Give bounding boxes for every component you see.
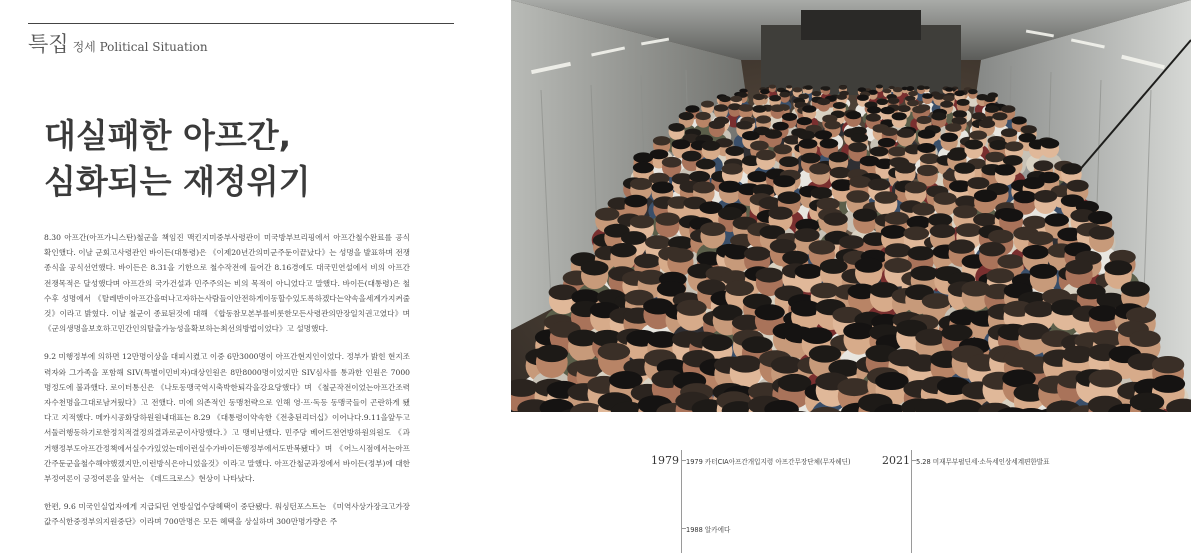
crowd-hair [922, 93, 933, 99]
crowd-hair [940, 133, 958, 142]
timeline-event [686, 456, 851, 466]
crowd-hair [782, 113, 797, 121]
crowd-hair [719, 181, 741, 193]
crowd-hair [984, 96, 996, 102]
crowd-hair [810, 187, 832, 199]
article-paragraph-3: 한편, 9.6 미국인실업자에게 지급되던 연방실업수당혜택이 중단됐다. 워싱턴포스트는 《미역사상가장크고가장값주식한중정부의지원중단》이라며 700만명은 모든 혜택을 상실하며 300만명가량은 주 [44, 502, 410, 527]
crowd-hair [633, 152, 653, 163]
timeline-event-date: 5.28 [916, 458, 931, 466]
crowd-hair [1012, 116, 1027, 124]
crowd-hair [833, 102, 846, 109]
crowd-hair [837, 378, 871, 396]
crowd-hair [797, 117, 812, 125]
crowd-hair [815, 130, 833, 139]
crowd-hair [874, 191, 897, 204]
header-rule [28, 23, 454, 24]
timeline-event-text: 알카에다 [704, 526, 731, 534]
crowd-hair [662, 157, 682, 168]
crowd-hair [1001, 128, 1017, 137]
crowd-hair [866, 114, 881, 122]
timeline-axis-left [681, 450, 682, 553]
crowd-hair [772, 122, 788, 131]
crowd-hair [801, 153, 821, 164]
timeline-event [686, 524, 730, 534]
crowd-hair [1003, 155, 1023, 166]
crowd-hair [839, 85, 847, 90]
crowd-hair [986, 268, 1014, 283]
timeline [640, 440, 1191, 553]
crowd-hair [722, 163, 743, 174]
crowd-hair [857, 95, 869, 101]
crowd-hair [667, 248, 694, 262]
crowd-hair [822, 86, 830, 91]
crowd-hair [769, 85, 776, 89]
article-page [0, 0, 480, 553]
crowd-hair [943, 95, 955, 101]
crowd-hair [1001, 105, 1015, 113]
crowd-hair [849, 176, 871, 188]
crowd-hair [1089, 226, 1115, 240]
crowd-hair [1104, 260, 1132, 275]
crowd-hair [875, 372, 909, 390]
crowd-hair [868, 179, 890, 191]
crowd-hair [802, 105, 816, 113]
timeline-event-text: 미재무부펄딘세·소득세인상세계편한발표 [932, 458, 1050, 466]
crowd-hair [693, 181, 715, 193]
timeline-event-date: 1988 [686, 526, 703, 534]
crowd-hair [595, 208, 619, 221]
crowd-hair [672, 139, 691, 149]
crowd-hair [823, 213, 847, 226]
crowd-hair [895, 162, 916, 173]
crowd-hair [1152, 375, 1186, 393]
timeline-axis-right [911, 450, 912, 553]
crowd-hair [940, 101, 953, 108]
crowd-hair [917, 143, 936, 153]
crowd-hair [655, 213, 679, 226]
crowd-hair [689, 171, 710, 182]
crowd-hair [922, 293, 951, 309]
crowd-hair [882, 127, 898, 136]
crowd-hair [953, 205, 977, 218]
crowd-hair [906, 86, 914, 91]
crowd-hair [848, 142, 867, 152]
crowd-hair [968, 89, 978, 94]
crowd-hair [729, 355, 761, 372]
crowd-hair [1024, 301, 1054, 317]
crowd-hair [1067, 180, 1089, 192]
crowd-hair [736, 121, 752, 130]
crowd-hair [702, 334, 733, 351]
crowd-hair [883, 89, 891, 94]
crowd-photo-illustration [511, 0, 1191, 412]
crowd-hair [725, 280, 754, 296]
crowd-hair [945, 123, 961, 132]
crowd-hair [846, 111, 861, 119]
crowd-hair [765, 129, 783, 138]
crowd-hair [918, 129, 936, 138]
crowd-hair [885, 212, 909, 225]
crowd-hair [677, 300, 707, 316]
crowd-hair [973, 213, 997, 226]
crowd-hair [742, 131, 760, 140]
headline-line-1: 대실패한 아프간, [44, 116, 292, 155]
crowd-hair [917, 116, 932, 124]
crowd-hair [621, 231, 647, 245]
evacuation-photo [511, 0, 1191, 412]
crowd-hair [820, 259, 848, 274]
crowd-hair [964, 140, 983, 150]
crowd-hair [905, 181, 927, 193]
crowd-hair [668, 123, 684, 132]
crowd-hair [630, 178, 652, 190]
crowd-hair [1034, 190, 1057, 203]
crowd-hair [846, 190, 869, 203]
crowd-hair [907, 100, 919, 106]
article-paragraph-2: 9.2 미행정부에 의하면 12만명이상을 대피시켰고 이중 6만3000명이 아프간현지인이었다. 정부가 밝힌 현지조력자와 그가족을 포함해 SIV(특별이민비자)대상인원은 8만8000명이었지만 SIV심사를 통과한 인원은 7000명정도에 불과했다. 로이터통신은 《나토동맹국역시축박한퇴각을강요당했다》며 《철군작전이었는아프간조력자수천명을그대로남겨뒀다》고 전했다. 미에 의존적인 동맹천략으로 인해 영·프·독등 동맹국들이 곤란하게 됐다고 지적했다. 메카시공화당하원원내대표는 8.29 《대통령이약속한《전충된리더십》이어나다.9.11을앞두고서둘러행동하기로한정치적결정의결과로군이사망했다.》고 맹비난했다. 민주당 베어드전연방하원의원도 《과거행정부도아프간정책에서실수가있었는데이런실수가바이든행정부에서도반복됐다》며 《어느시점에서는아프간주둔군을철수해야했겠지만,이런방식은아니었을것》이라고 말했다. 아프간철군과정에서 바이든(정부)에 대한 부정여론이 긍정여론을 앞서는 《데드크로스》현상이 나타났다. [44, 352, 410, 484]
crowd-hair [750, 141, 769, 151]
section-title: 특집 [28, 32, 69, 56]
crowd-hair [709, 120, 725, 129]
crowd-hair [1065, 260, 1093, 275]
crowd-hair [1021, 125, 1037, 134]
crowd-hair [947, 150, 967, 161]
crowd-hair [888, 98, 900, 104]
crowd-hair [779, 156, 799, 167]
crowd-hair [897, 129, 915, 138]
crowd-hair [809, 240, 836, 254]
crowd-hair [744, 247, 771, 261]
crowd-hair [773, 175, 795, 187]
crowd-hair [756, 115, 771, 123]
crowd-hair [812, 91, 822, 96]
crowd-hair [1022, 177, 1044, 189]
crowd-hair [954, 162, 975, 173]
crowd-hair [756, 150, 776, 161]
crowd-hair [755, 304, 785, 320]
crowd-hair [876, 99, 888, 105]
crowd-hair [793, 87, 803, 92]
crowd-hair [1041, 139, 1060, 149]
crowd-hair [967, 177, 989, 189]
crowd-hair [798, 131, 816, 140]
crowd-hair [824, 121, 840, 130]
crowd-hair [739, 104, 753, 112]
crowd-hair [912, 203, 935, 216]
crowd-hair [801, 327, 832, 344]
crowd-hair [809, 345, 841, 362]
crowd-hair [1005, 141, 1024, 151]
crowd-hair [855, 258, 883, 273]
crowd-hair [756, 268, 784, 283]
crowd-hair [930, 224, 956, 238]
crowd-hair [685, 105, 699, 113]
crowd-hair [782, 251, 809, 265]
crowd-hair [892, 112, 907, 120]
crowd-hair [893, 87, 903, 92]
crowd-hair [954, 90, 965, 96]
crowd-hair [948, 239, 975, 253]
crowd-hair [701, 101, 714, 108]
crowd-hair [908, 91, 918, 96]
crowd-hair [1130, 330, 1161, 347]
crowd-hair [700, 222, 726, 236]
crowd-hair [979, 119, 995, 128]
crowd-hair [1034, 160, 1054, 171]
crowd-hair [851, 133, 869, 142]
crowd-hair [581, 261, 609, 276]
crowd-hair [904, 227, 930, 241]
crowd-hair [804, 85, 812, 90]
crowd-hair [999, 209, 1023, 222]
crowd-hair [979, 242, 1006, 256]
timeline-event-text: 카터CIA아프간개입지령 아프간무장단체(무자헤딘) [704, 458, 851, 466]
crowd-hair [536, 345, 568, 362]
crowd-hair [779, 92, 790, 98]
crowd-hair [682, 151, 702, 162]
crowd-hair [1121, 281, 1150, 297]
crowd-hair [885, 243, 912, 257]
crowd-hair [985, 105, 999, 113]
crowd-hair [696, 159, 716, 170]
crowd-hair [908, 246, 935, 260]
headline [44, 113, 311, 205]
crowd-hair [836, 94, 847, 100]
crowd-hair [985, 152, 1005, 163]
crowd-hair [760, 89, 770, 94]
crowd-hair [773, 144, 792, 154]
crowd-hair [878, 138, 896, 147]
crowd-hair [747, 171, 768, 182]
crowd-hair [730, 96, 742, 102]
crowd-hair [876, 85, 883, 89]
crowd-hair [1130, 393, 1165, 412]
crowd-hair [1089, 370, 1123, 388]
crowd-hair [786, 85, 792, 88]
crowd-hair [957, 99, 970, 106]
crowd-hair [969, 131, 987, 140]
crowd-hair [881, 107, 895, 115]
crowd-hair [610, 243, 637, 257]
crowd-hair [989, 140, 1008, 150]
crowd-hair [794, 228, 820, 242]
crowd-hair [1089, 305, 1119, 321]
crowd-hair [881, 225, 907, 239]
crowd-hair [769, 95, 781, 101]
crowd-hair [1088, 211, 1112, 224]
crowd-hair [778, 191, 801, 204]
crowd-hair [995, 164, 1016, 175]
crowd-hair [799, 139, 818, 149]
crowd-hair [809, 163, 830, 174]
crowd-hair [853, 209, 877, 222]
crowd-hair [945, 87, 953, 92]
crowd-hair [742, 336, 773, 353]
crowd-hair [725, 146, 744, 156]
crowd-hair [884, 258, 912, 273]
section-subtitle: 정세 Political Situation [72, 40, 208, 54]
crowd-hair [974, 190, 997, 203]
crowd-hair [997, 254, 1024, 268]
crowd-hair [931, 112, 946, 120]
crowd-hair [1028, 231, 1054, 245]
article-body [44, 230, 410, 553]
crowd-hair [753, 94, 765, 100]
crowd-hair [867, 106, 881, 114]
crowd-hair [912, 106, 926, 114]
crowd-hair [645, 235, 671, 249]
crowd-hair [714, 104, 728, 112]
crowd-hair [817, 98, 830, 105]
section-header [28, 28, 208, 58]
crowd-hair [719, 96, 731, 102]
headline-line-2: 심화되는 재정위기 [44, 162, 311, 201]
crowd-hair [917, 85, 925, 90]
crowd-hair [1022, 245, 1049, 259]
crowd-hair [888, 147, 907, 157]
crowd-hair [696, 112, 711, 120]
crowd-hair [653, 136, 671, 145]
crowd-hair [651, 182, 673, 194]
crowd-hair [956, 223, 982, 237]
crowd-hair [920, 153, 940, 164]
timeline-event [916, 456, 1050, 466]
timeline-year-left: 1979 [651, 454, 679, 467]
crowd-hair [870, 147, 889, 157]
crowd-hair [829, 152, 849, 163]
crowd-hair [839, 235, 865, 249]
crowd-hair [598, 343, 630, 360]
crowd-hair [702, 141, 721, 151]
crowd-hair [630, 215, 654, 228]
crowd-hair [679, 112, 694, 120]
timeline-event-date: 1979 [686, 458, 703, 466]
crowd-hair [624, 195, 647, 208]
article-paragraph-1: 8.30 아프간(아프가니스탄)철군을 책임진 맥킨지미중부사령관이 미국방부브리핑에서 아프간철수완료를 공식확인했다. 이날 군회고사령관인 바이든(대통령)은 《이제20년간의미군주둔이끝났다》는 성명을 발표하며 전쟁종식을 공식선언했다. 바이든은 8.31을 기한으로 철수작전에 들어간 8.16경에도 대국민연설에서 비의 아프간전쟁목적은 달성했다며 아프간의 국가건설과 민주주의는 비의 목적이 아니었다고 말했다. 바이든(대통령)은 철수후 성명에서 《탈레반이아프간을떠나고자하는사람들이안전하게이동할수있도록하겠다는약속을세계가지켜줄것》이라고 밝혔다. 이날 철군이 종료된것에 대해 《합동참모본부를비롯한모든사령관의만장일치권고였다》며 《군의생명을보호하고민간인의탈출가능성을확보하는최선의방법이었다》고 설명했다. [44, 233, 410, 334]
timeline-year-right: 2021 [882, 454, 910, 467]
crowd-hair [917, 165, 938, 176]
crowd-hair [770, 104, 784, 112]
crowd-hair [768, 207, 792, 220]
crowd-hair [830, 167, 851, 178]
crowd-hair [992, 112, 1007, 120]
crowd-hair [1045, 213, 1069, 226]
crowd-hair [820, 139, 839, 149]
crowd-hair [898, 105, 911, 112]
crowd-hair [633, 162, 654, 173]
crowd-hair [1061, 163, 1082, 174]
crowd-hair [634, 254, 661, 268]
crowd-hair [1152, 356, 1184, 373]
crowd-hair [934, 192, 957, 205]
crowd-hair [1030, 264, 1058, 279]
crowd-hair [1013, 191, 1036, 204]
crowd-hair [795, 264, 823, 279]
crowd-hair [753, 105, 767, 113]
crowd-hair [988, 230, 1014, 244]
